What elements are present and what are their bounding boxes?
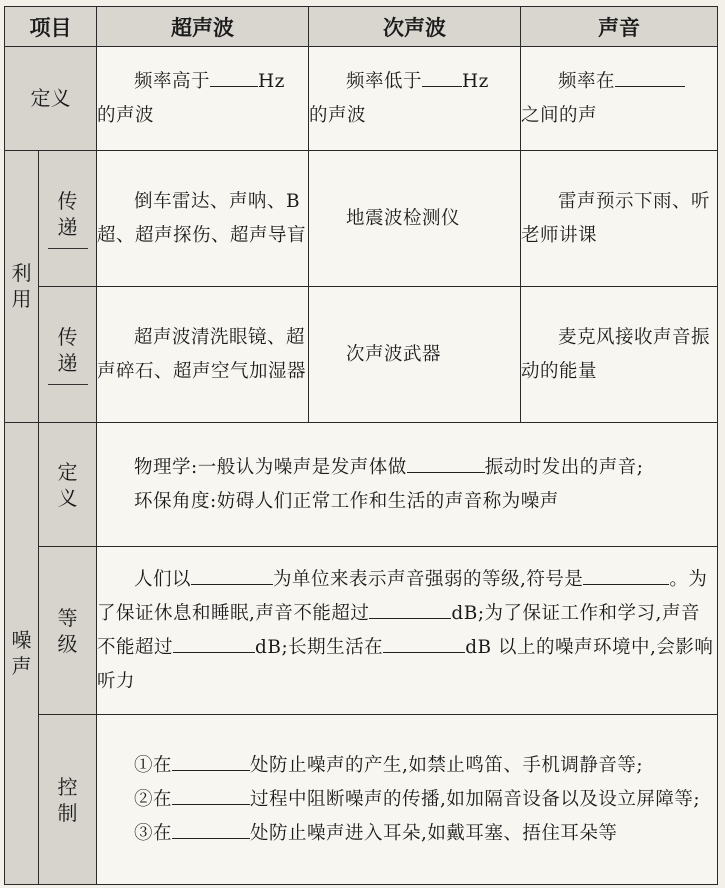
answer-blank[interactable] bbox=[48, 248, 88, 249]
noise-label-char-1: 噪 bbox=[11, 628, 32, 652]
noise-definition-label-text: 定义 bbox=[57, 459, 78, 510]
noise-definition-label bbox=[39, 423, 97, 547]
noise-control-c1-pre: ①在 bbox=[134, 754, 173, 776]
noise-label-char-2: 声 bbox=[11, 654, 32, 678]
header-infrasound: 次声波 bbox=[309, 7, 521, 47]
noise-level-t2: 为单位来表示声音强弱的等级,符号是 bbox=[273, 568, 584, 590]
header-ultrasound: 超声波 bbox=[97, 7, 309, 47]
noise-def-line2: 环保角度:妨碍人们正常工作和生活的声音称为噪声 bbox=[134, 490, 559, 512]
noise-definition-content bbox=[97, 423, 718, 547]
use-row1-sound-text: 雷声预示下雨、听老师讲课 bbox=[521, 190, 711, 246]
noise-control-label bbox=[39, 715, 97, 885]
answer-blank[interactable] bbox=[173, 632, 255, 652]
noise-level-t5: dB;为了保证工作和学习,声音不能超过 bbox=[97, 602, 700, 658]
answer-blank[interactable] bbox=[583, 564, 669, 584]
noise-control-c3-post: 处防止噪声进入耳朵,如戴耳塞、捂住耳朵等 bbox=[250, 822, 618, 844]
definition-label: 定义 bbox=[5, 47, 97, 151]
noise-control-label-text: 控制 bbox=[57, 774, 78, 825]
answer-blank[interactable] bbox=[172, 784, 250, 804]
noise-control-c1-post: 处防止噪声的产生,如禁止鸣笛、手机调静音等; bbox=[250, 754, 644, 776]
noise-level-t4: 为了保证休息和睡眠,声音不能超过 bbox=[97, 568, 708, 624]
noise-level-t1: 人们以 bbox=[134, 568, 192, 590]
infra-def-unit: Hz bbox=[462, 70, 489, 92]
noise-def-line1-pre: 物理学:一般认为噪声是发声体做 bbox=[134, 456, 407, 478]
answer-blank[interactable] bbox=[422, 66, 462, 86]
use-label bbox=[5, 151, 39, 423]
answer-blank[interactable] bbox=[172, 818, 250, 838]
answer-blank[interactable] bbox=[615, 66, 685, 86]
use-row2-label-text: 传递 bbox=[57, 325, 78, 375]
answer-blank[interactable] bbox=[48, 384, 88, 385]
answer-blank[interactable] bbox=[172, 750, 250, 770]
use-row2-ultrasound bbox=[97, 287, 309, 423]
use-row1-infrasound bbox=[309, 151, 521, 287]
sound-definition bbox=[521, 47, 718, 151]
use-row1-sound bbox=[521, 151, 718, 287]
definition-row bbox=[5, 47, 718, 151]
noise-level-t7: dB 以上的噪声环境中,会影响听力 bbox=[97, 636, 714, 692]
noise-control-c2-pre: ②在 bbox=[134, 788, 173, 810]
use-row1-ultrasound bbox=[97, 151, 309, 287]
answer-blank[interactable] bbox=[407, 452, 485, 472]
use-row1-label bbox=[39, 151, 97, 287]
use-row1-infra-text: 地震波检测仪 bbox=[346, 207, 461, 229]
answer-blank[interactable] bbox=[383, 632, 465, 652]
use-row2-sound bbox=[521, 287, 718, 423]
ultra-def-post: 的声波 bbox=[97, 104, 155, 126]
noise-definition-row bbox=[5, 423, 718, 547]
use-row-1 bbox=[5, 151, 718, 287]
header-row bbox=[5, 7, 718, 47]
noise-level-label-text: 等级 bbox=[57, 605, 78, 656]
use-row2-label bbox=[39, 287, 97, 423]
noise-def-line1-post: 振动时发出的声音; bbox=[484, 456, 644, 478]
answer-blank[interactable] bbox=[369, 598, 451, 618]
use-row2-ultra-text: 超声波清洗眼镜、超声碎石、超声空气加湿器 bbox=[97, 326, 307, 382]
noise-level-row bbox=[5, 547, 718, 715]
noise-control-row bbox=[5, 715, 718, 885]
use-row1-ultra-text: 倒车雷达、声呐、B超、超声探伤、超声导盲 bbox=[97, 190, 307, 246]
use-row2-sound-text: 麦克风接收声音振动的能量 bbox=[521, 326, 711, 382]
sound-def-post: 之间的声 bbox=[521, 104, 598, 126]
noise-level-label bbox=[39, 547, 97, 715]
use-row2-infra-text: 次声波武器 bbox=[346, 343, 442, 365]
use-row1-label-text: 传递 bbox=[57, 189, 78, 239]
header-item: 项目 bbox=[5, 7, 97, 47]
answer-blank[interactable] bbox=[191, 564, 273, 584]
infra-def-pre: 频率低于 bbox=[346, 70, 423, 92]
use-row-2 bbox=[5, 287, 718, 423]
noise-label bbox=[5, 423, 39, 885]
use-row2-infrasound bbox=[309, 287, 521, 423]
ultra-def-unit: Hz bbox=[258, 70, 285, 92]
noise-control-content bbox=[97, 715, 718, 885]
use-label-char-1: 利 bbox=[11, 261, 32, 285]
noise-control-c3-pre: ③在 bbox=[134, 822, 173, 844]
noise-level-t3: 。 bbox=[669, 568, 689, 590]
header-sound: 声音 bbox=[521, 7, 718, 47]
sound-def-pre: 频率在 bbox=[558, 70, 616, 92]
noise-level-t6: dB;长期生活在 bbox=[255, 636, 384, 658]
noise-level-content bbox=[97, 547, 718, 715]
ultrasound-definition bbox=[97, 47, 309, 151]
sound-summary-table bbox=[4, 6, 718, 885]
infra-def-post: 的声波 bbox=[309, 104, 367, 126]
ultra-def-pre: 频率高于 bbox=[134, 70, 211, 92]
infrasound-definition bbox=[309, 47, 521, 151]
noise-control-c2-post: 过程中阻断噪声的传播,如加隔音设备以及设立屏障等; bbox=[250, 788, 701, 810]
use-label-char-2: 用 bbox=[11, 287, 32, 311]
answer-blank[interactable] bbox=[210, 66, 258, 86]
